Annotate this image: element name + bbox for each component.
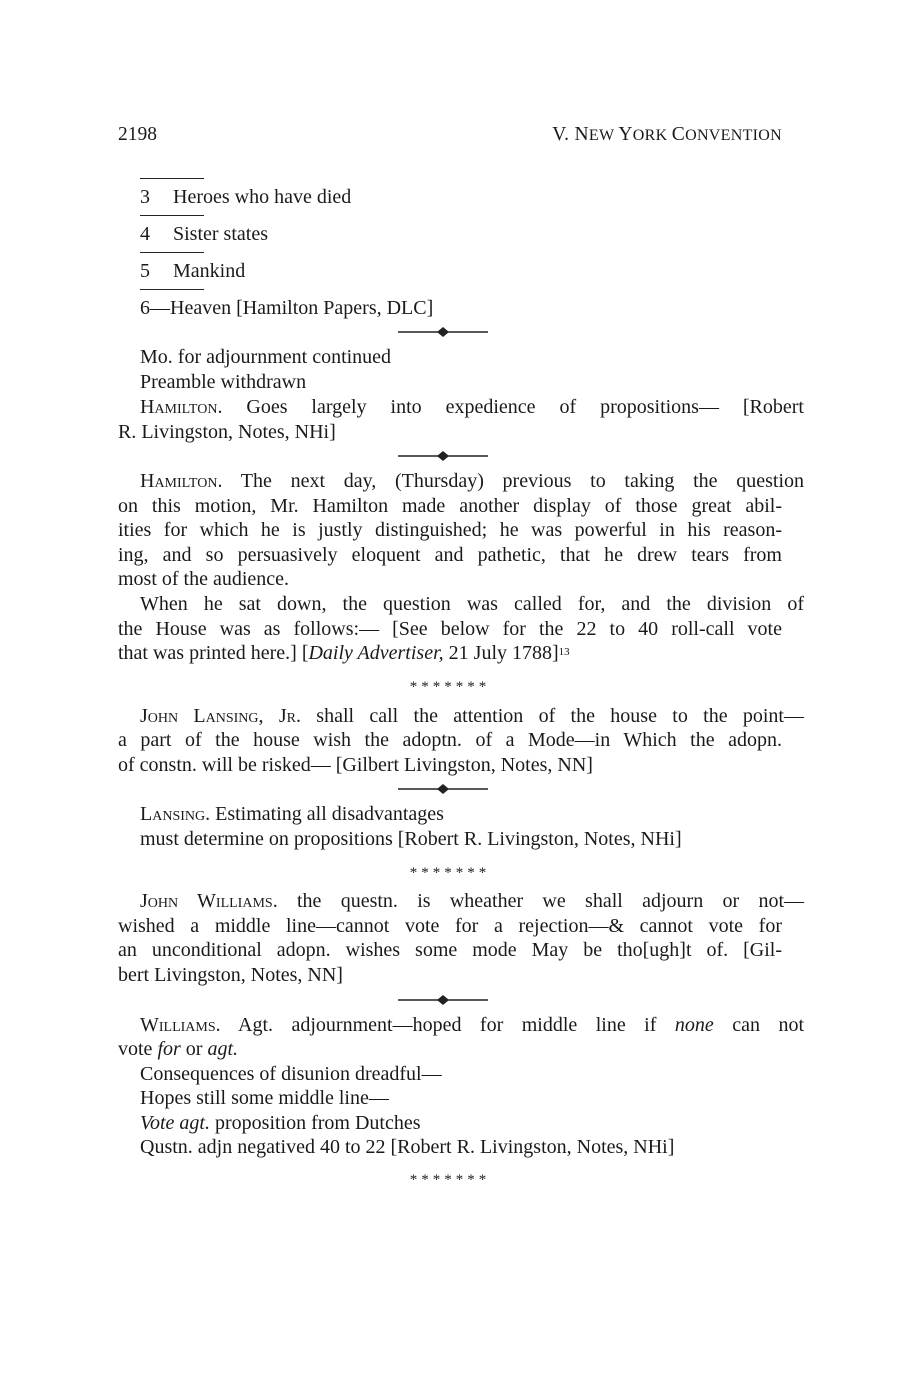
text-line: the House was as follows:— [See below for the 22 to 40 roll-call vote bbox=[118, 618, 782, 640]
text-line: R. Livingston, Notes, NHi] bbox=[118, 421, 336, 443]
list-rule bbox=[140, 252, 204, 253]
diamond-ornament-icon bbox=[393, 783, 493, 795]
text-line: bert Livingston, Notes, NN] bbox=[118, 964, 343, 986]
list-rule bbox=[140, 215, 204, 216]
text-line: Hopes still some middle line— bbox=[140, 1087, 389, 1109]
text-line: ities for which he is justly distinguished; he was powerful in his reason- bbox=[118, 519, 782, 541]
text-line: Vote agt. proposition from Dutches bbox=[140, 1112, 421, 1134]
list-item: 5 Mankind bbox=[140, 260, 246, 282]
text-line: an unconditional adopn. wishes some mode May be tho[ugh]t of. [Gil- bbox=[118, 939, 782, 961]
text-line: Williams. Agt. adjournment—hoped for middle line if none can not bbox=[140, 1014, 804, 1036]
running-title: V. NEW YORK CONVENTION bbox=[552, 124, 782, 145]
page-number: 2198 bbox=[118, 124, 157, 145]
text-line: John Lansing, Jr. shall call the attention of the house to the point— bbox=[140, 705, 804, 727]
speaker-name: John Lansing, Jr bbox=[140, 705, 296, 727]
asterisk-separator: ******* bbox=[409, 865, 491, 881]
diamond-ornament-icon bbox=[393, 994, 493, 1006]
source-title: Daily Advertiser, bbox=[308, 642, 444, 664]
text-line: a part of the house wish the adoptn. of a Mode—in Which the adopn. bbox=[118, 729, 782, 751]
text-line: most of the audience. bbox=[118, 568, 290, 590]
text-line: Lansing. Estimating all disadvantages bbox=[140, 803, 444, 825]
asterisk-separator: ******* bbox=[409, 1172, 491, 1188]
text-line: Hamilton. Goes largely into expedience of propositions— [Robert bbox=[140, 396, 804, 418]
text-line: Hamilton. The next day, (Thursday) previous to taking the question bbox=[140, 470, 804, 492]
list-rule bbox=[140, 178, 204, 179]
text-line: of constn. will be risked— [Gilbert Livingston, Notes, NN] bbox=[118, 754, 593, 776]
text-line: must determine on propositions [Robert R. Livingston, Notes, NHi] bbox=[140, 828, 682, 850]
diamond-ornament-icon bbox=[393, 326, 493, 338]
speaker-name: Hamilton bbox=[140, 396, 218, 418]
text-line: Qustn. adjn negatived 40 to 22 [Robert R. Livingston, Notes, NHi] bbox=[140, 1136, 675, 1158]
text-line: Mo. for adjournment continued bbox=[140, 346, 392, 368]
list-item: 4 Sister states bbox=[140, 223, 268, 245]
text-line: Preamble withdrawn bbox=[140, 371, 307, 393]
asterisk-separator: ******* bbox=[409, 679, 491, 695]
running-header bbox=[118, 124, 782, 150]
heaven-line: 6—Heaven [Hamilton Papers, DLC] bbox=[140, 297, 434, 319]
text-line: John Williams. the questn. is wheather we shall adjourn or not— bbox=[140, 890, 805, 912]
text-line: that was printed here.] [Daily Advertiser, 21 July 1788]$^{13}$ bbox=[118, 642, 570, 664]
text-line: ing, and so persuasively eloquent and pathetic, that he drew tears from bbox=[118, 544, 782, 566]
text-line: on this motion, Mr. Hamilton made another display of those great abil- bbox=[118, 495, 782, 517]
list-item: 3 Heroes who have died bbox=[140, 186, 352, 208]
footnote-marker: 13 bbox=[558, 646, 570, 658]
text-line: Consequences of disunion dreadful— bbox=[140, 1063, 442, 1085]
speaker-name: Williams bbox=[140, 1014, 216, 1036]
text-line: When he sat down, the question was called for, and the division of bbox=[140, 593, 804, 615]
diamond-ornament-icon bbox=[393, 450, 493, 462]
speaker-name: Lansing bbox=[140, 803, 206, 825]
speaker-name: Hamilton bbox=[140, 470, 218, 492]
text-line: wished a middle line—cannot vote for a rejection—& cannot vote for bbox=[118, 915, 782, 937]
speaker-name: John Williams bbox=[140, 890, 273, 912]
list-rule bbox=[140, 289, 204, 290]
text-line: vote for or agt. bbox=[118, 1038, 239, 1060]
